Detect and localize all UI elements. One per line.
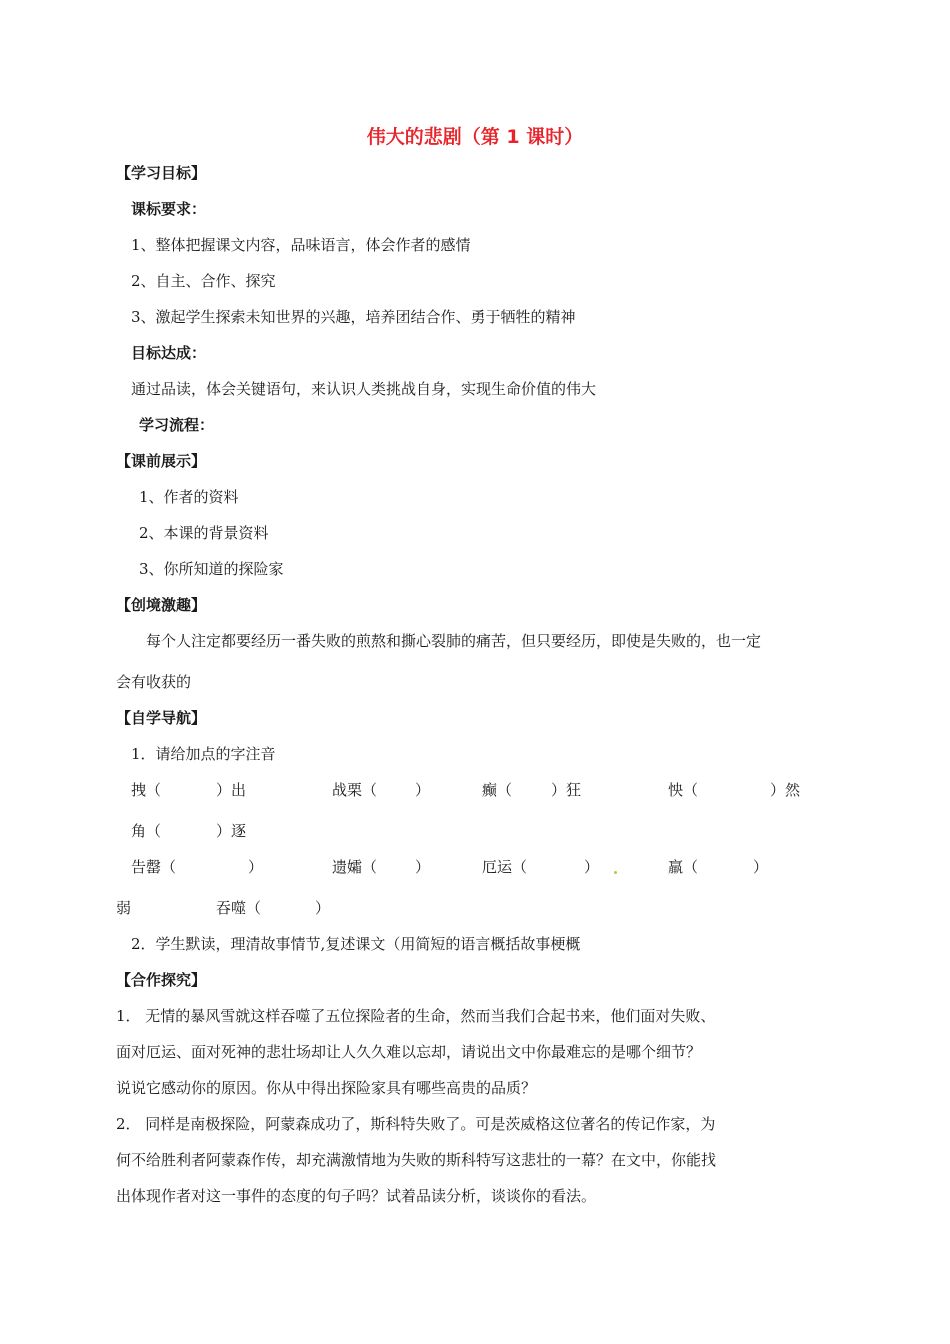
- pinyin-word: ）: [315, 899, 331, 917]
- pinyin-word: ）: [584, 858, 600, 876]
- pinyin-word: 战栗（: [332, 781, 378, 799]
- pinyin-word: 癫（: [482, 781, 513, 799]
- cooperation-q2-line: 出体现作者对这一事件的态度的句子吗？试着品读分析，谈谈你的看法。: [116, 1187, 597, 1205]
- preview-item: 1、作者的资料: [139, 488, 239, 506]
- process-label: 学习流程：: [139, 416, 215, 434]
- pinyin-word: 告罄（: [131, 858, 177, 876]
- standard-item: 3、激起学生探索未知世界的兴趣，培养团结合作、勇于牺牲的精神: [131, 308, 576, 326]
- cooperation-heading: 【合作探究】: [116, 971, 207, 989]
- preview-item: 2、本课的背景资料: [139, 524, 269, 542]
- preview-item: 3、你所知道的探险家: [139, 560, 284, 578]
- preview-heading: 【课前展示】: [116, 452, 207, 470]
- pinyin-word: 遗孀（: [332, 858, 378, 876]
- pinyin-word: 角（: [131, 822, 162, 840]
- pinyin-word: ）: [415, 858, 431, 876]
- pinyin-word: ）狂: [551, 781, 582, 799]
- scene-heading: 【创境激趣】: [116, 596, 207, 614]
- goal-text: 通过品读，体会关键语句，来认识人类挑战自身，实现生命价值的伟大: [131, 380, 597, 398]
- goal-label: 目标达成：: [131, 344, 207, 362]
- cooperation-q2-line: 2． 同样是南极探险，阿蒙森成功了，斯科特失败了。可是茨威格这位著名的传记作家，为: [116, 1115, 716, 1133]
- pinyin-word: 弱: [116, 899, 132, 917]
- pinyin-word: 怏（: [668, 781, 699, 799]
- cooperation-q1-line: 1． 无情的暴风雪就这样吞噬了五位探险者的生命，然而当我们合起书来，他们面对失败、: [116, 1007, 716, 1025]
- marker-dot: [614, 871, 617, 874]
- self-study-question: 2．学生默读，理清故事情节,复述课文（用简短的语言概括故事梗概: [131, 935, 581, 953]
- pinyin-word: ）: [753, 858, 769, 876]
- cooperation-q1-line: 说说它感动你的原因。你从中得出探险家具有哪些高贵的品质？: [116, 1079, 537, 1097]
- pinyin-word: ）: [415, 781, 431, 799]
- standard-item: 2、自主、合作、探究: [131, 272, 276, 290]
- self-study-heading: 【自学导航】: [116, 709, 207, 727]
- cooperation-q2-line: 何不给胜利者阿蒙森作传，却充满激情地为失败的斯科特写这悲壮的一幕？在文中，你能找: [116, 1151, 717, 1169]
- pinyin-word: ）然: [770, 781, 801, 799]
- pinyin-word: ）逐: [216, 822, 247, 840]
- standard-item: 1、整体把握课文内容，品味语言，体会作者的感情: [131, 236, 471, 254]
- self-study-question: 1．请给加点的字注音: [131, 745, 276, 763]
- pinyin-word: ）: [248, 858, 264, 876]
- scene-paragraph-line: 每个人注定都要经历一番失败的煎熬和撕心裂肺的痛苦，但只要经历，即使是失败的，也一定: [146, 632, 762, 650]
- pinyin-word: 羸（: [668, 858, 699, 876]
- page-title: 伟大的悲剧（第 1 课时）: [366, 126, 584, 148]
- pinyin-word: ）出: [216, 781, 247, 799]
- pinyin-word: 吞噬（: [216, 899, 262, 917]
- objectives-heading: 【学习目标】: [116, 164, 207, 182]
- pinyin-word: 厄运（: [482, 858, 528, 876]
- pinyin-word: 拽（: [131, 781, 162, 799]
- cooperation-q1-line: 面对厄运、面对死神的悲壮场却让人久久难以忘却，请说出文中你最难忘的是哪个细节？: [116, 1043, 702, 1061]
- standards-label: 课标要求：: [131, 200, 207, 218]
- scene-paragraph-line: 会有收获的: [116, 673, 192, 691]
